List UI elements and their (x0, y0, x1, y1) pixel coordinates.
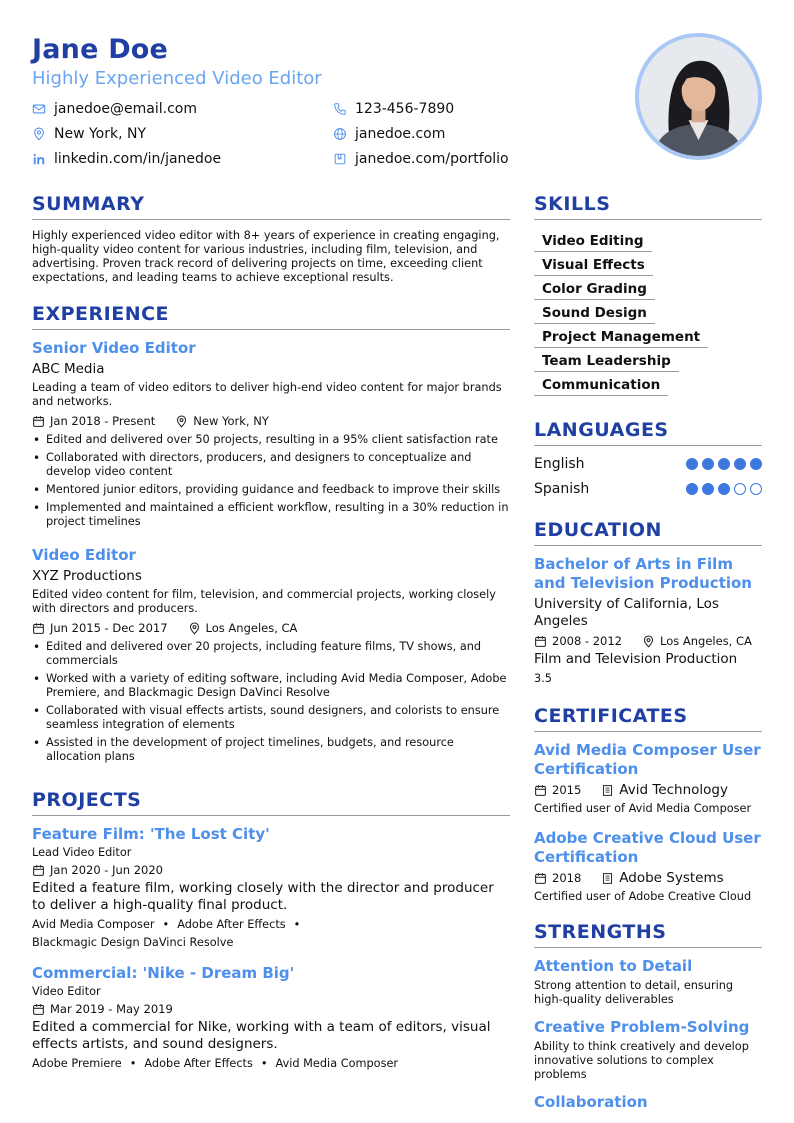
building-icon (601, 872, 614, 885)
experience-item (32, 339, 510, 529)
project-tag: Adobe After Effects (144, 1057, 253, 1070)
project-dates: Jan 2020 - Jun 2020 (32, 862, 163, 878)
certificate-meta (534, 870, 762, 886)
left-column (32, 192, 510, 1073)
education-location: Los Angeles, CA (642, 633, 752, 649)
contact-website[interactable] (333, 123, 445, 145)
contact-email[interactable] (32, 98, 197, 120)
certificates-heading: CERTIFICATES (534, 704, 762, 732)
strength-name: Creative Problem-Solving (534, 1018, 750, 1036)
job-description: Leading a team of video editors to deliver high-end video content for major brands and networks. (32, 381, 502, 408)
certificate-year: 2015 (534, 782, 581, 798)
project-tag: Adobe After Effects (177, 918, 286, 931)
certificate-issuer: Adobe Systems (601, 870, 723, 886)
certificate-description: Certified user of Adobe Creative Cloud (534, 890, 752, 903)
profile-photo (635, 33, 762, 160)
strength-name: Collaboration (534, 1093, 648, 1111)
language-name: Spanish (534, 480, 590, 497)
job-description: Edited video content for film, television, and commercial projects, working closely with directors and producers. (32, 588, 496, 615)
calendar-icon (534, 872, 547, 885)
portfolio-icon (333, 152, 347, 166)
resume-header (32, 34, 592, 173)
job-location: Los Angeles, CA (188, 620, 298, 636)
contact-portfolio[interactable] (333, 148, 509, 170)
project-name: Commercial: 'Nike - Dream Big' (32, 964, 295, 982)
candidate-name: Jane Doe (32, 34, 169, 65)
calendar-icon (32, 864, 45, 877)
certificate-item (534, 741, 762, 816)
project-tag: Avid Media Composer (275, 1057, 399, 1070)
certificate-meta (534, 782, 762, 798)
strength-item (534, 1018, 762, 1082)
skill-tag: Video Editing (534, 232, 652, 252)
certificate-item (534, 829, 762, 904)
level-dot (750, 458, 762, 470)
building-icon (601, 784, 614, 797)
language-level-dots (682, 483, 762, 495)
job-bullet: • Collaborated with directors, producers, and designers to conceptualize and develop video content (32, 451, 510, 479)
strength-name: Attention to Detail (534, 957, 693, 975)
calendar-icon (32, 1003, 45, 1016)
job-bullet: • Mentored junior editors, providing guidance and feedback to improve their skills (32, 483, 510, 497)
email-text: janedoe@email.com (54, 101, 197, 117)
mail-icon (32, 102, 46, 116)
strength-item (534, 957, 762, 1007)
calendar-icon (32, 622, 45, 635)
language-level-dots (682, 458, 762, 470)
portfolio-text: janedoe.com/portfolio (355, 151, 509, 167)
job-bullets (32, 433, 510, 529)
contact-phone[interactable] (333, 98, 454, 120)
strength-description: Ability to think creatively and develop innovative solutions to complex problems (534, 1040, 749, 1081)
calendar-icon (32, 415, 45, 428)
summary-text: Highly experienced video editor with 8+ years of experience in creating engaging, high-quality video content for various industries, including film, television, and advertising. Proven track record of delivering projects on time, exceeding client expectations, and leading teams to achieve exceptional results. (32, 229, 500, 284)
location-pin-icon (642, 635, 655, 648)
location-pin-icon (32, 127, 46, 141)
project-tag: Adobe Premiere (32, 1057, 122, 1070)
project-tag: Avid Media Composer (32, 918, 155, 931)
project-meta (32, 1001, 510, 1017)
contact-linkedin[interactable] (32, 148, 221, 170)
skill-tag: Visual Effects (534, 256, 653, 276)
skill-tag: Color Grading (534, 280, 655, 300)
job-bullet: • Edited and delivered over 50 projects, resulting in a 95% client satisfaction rate (32, 433, 510, 447)
project-item (32, 825, 510, 952)
education-meta (534, 633, 762, 649)
phone-text: 123-456-7890 (355, 101, 455, 117)
summary-heading: SUMMARY (32, 192, 510, 220)
skills-heading: SKILLS (534, 192, 762, 220)
project-name: Feature Film: 'The Lost City' (32, 825, 270, 843)
degree-name: Bachelor of Arts in Film and Television Production (534, 555, 752, 592)
project-tags: Avid Media Composer • Adobe After Effects • Blackmagic Design DaVinci Resolve (32, 918, 301, 949)
level-dot (702, 483, 714, 495)
projects-heading: PROJECTS (32, 788, 510, 816)
experience-heading: EXPERIENCE (32, 302, 510, 330)
job-dates: Jun 2015 - Dec 2017 (32, 620, 168, 636)
skill-tag: Project Management (534, 328, 708, 348)
level-dot (686, 458, 698, 470)
education-dates: 2008 - 2012 (534, 633, 622, 649)
job-role: Video Editor (32, 546, 136, 564)
skills-list (534, 232, 762, 400)
calendar-icon (534, 784, 547, 797)
level-dot (686, 483, 698, 495)
certificate-name: Avid Media Composer User Certification (534, 741, 761, 778)
job-bullets (32, 640, 510, 764)
education-item (534, 555, 762, 686)
languages-heading: LANGUAGES (534, 418, 762, 446)
certificate-name: Adobe Creative Cloud User Certification (534, 829, 761, 866)
linkedin-text: linkedin.com/in/janedoe (54, 151, 222, 167)
job-bullet: • Collaborated with visual effects artists, sound designers, and colorists to ensure seamless integration of elements (32, 704, 510, 732)
project-description: Edited a feature film, working closely with the director and producer to deliver a high-quality final product. (32, 880, 494, 913)
project-role: Lead Video Editor (32, 846, 132, 859)
contact-location (32, 123, 146, 145)
project-tag: Blackmagic Design DaVinci Resolve (32, 936, 234, 949)
project-dates: Mar 2019 - May 2019 (32, 1001, 173, 1017)
languages-list (534, 451, 762, 501)
job-meta (32, 413, 510, 429)
location-pin-icon (175, 415, 188, 428)
website-text: janedoe.com (355, 126, 446, 142)
right-column (534, 192, 762, 1112)
project-meta (32, 862, 510, 878)
certificate-year: 2018 (534, 870, 581, 886)
job-bullet: • Assisted in the development of project timelines, budgets, and resource allocation plans (32, 736, 510, 764)
language-row (534, 451, 762, 476)
skill-tag: Communication (534, 376, 668, 396)
linkedin-icon (32, 152, 46, 166)
skill-tag: Team Leadership (534, 352, 679, 372)
gpa: 3.5 (534, 672, 552, 685)
job-location: New York, NY (175, 413, 269, 429)
certificate-issuer: Avid Technology (601, 782, 728, 798)
project-description: Edited a commercial for Nike, working with a team of editors, visual effects artists, and sound designers. (32, 1019, 491, 1052)
location-pin-icon (188, 622, 201, 635)
contact-info (32, 98, 592, 173)
phone-icon (333, 102, 347, 116)
job-company: XYZ Productions (32, 568, 142, 584)
skill-tag: Sound Design (534, 304, 655, 324)
globe-icon (333, 127, 347, 141)
job-bullet: • Implemented and maintained a efficient workflow, resulting in a 30% reduction in project timelines (32, 501, 510, 529)
level-dot (734, 483, 746, 495)
project-role: Video Editor (32, 985, 101, 998)
field-of-study: Film and Television Production (534, 651, 738, 667)
level-dot (718, 458, 730, 470)
school-name: University of California, Los Angeles (534, 596, 719, 629)
location-text: New York, NY (54, 126, 147, 142)
job-dates: Jan 2018 - Present (32, 413, 155, 429)
language-row (534, 476, 762, 501)
certificate-description: Certified user of Avid Media Composer (534, 802, 752, 815)
language-name: English (534, 455, 585, 472)
candidate-title: Highly Experienced Video Editor (32, 68, 322, 89)
education-heading: EDUCATION (534, 518, 762, 546)
level-dot (734, 458, 746, 470)
strength-item (534, 1093, 762, 1112)
strength-description: Strong attention to detail, ensuring high-quality deliverables (534, 979, 734, 1006)
strengths-heading: STRENGTHS (534, 920, 762, 948)
level-dot (718, 483, 730, 495)
level-dot (702, 458, 714, 470)
job-company: ABC Media (32, 361, 105, 377)
job-bullet: • Worked with a variety of editing software, including Avid Media Composer, Adobe Premiere, and Blackmagic Design DaVinci Resolve (32, 672, 510, 700)
project-item (32, 964, 510, 1073)
project-tags: Adobe Premiere • Adobe After Effects • Avid Media Composer (32, 1057, 399, 1070)
job-bullet: • Edited and delivered over 20 projects, including feature films, TV shows, and commercials (32, 640, 510, 668)
job-role: Senior Video Editor (32, 339, 196, 357)
level-dot (750, 483, 762, 495)
experience-item (32, 546, 510, 764)
job-meta (32, 620, 510, 636)
calendar-icon (534, 635, 547, 648)
